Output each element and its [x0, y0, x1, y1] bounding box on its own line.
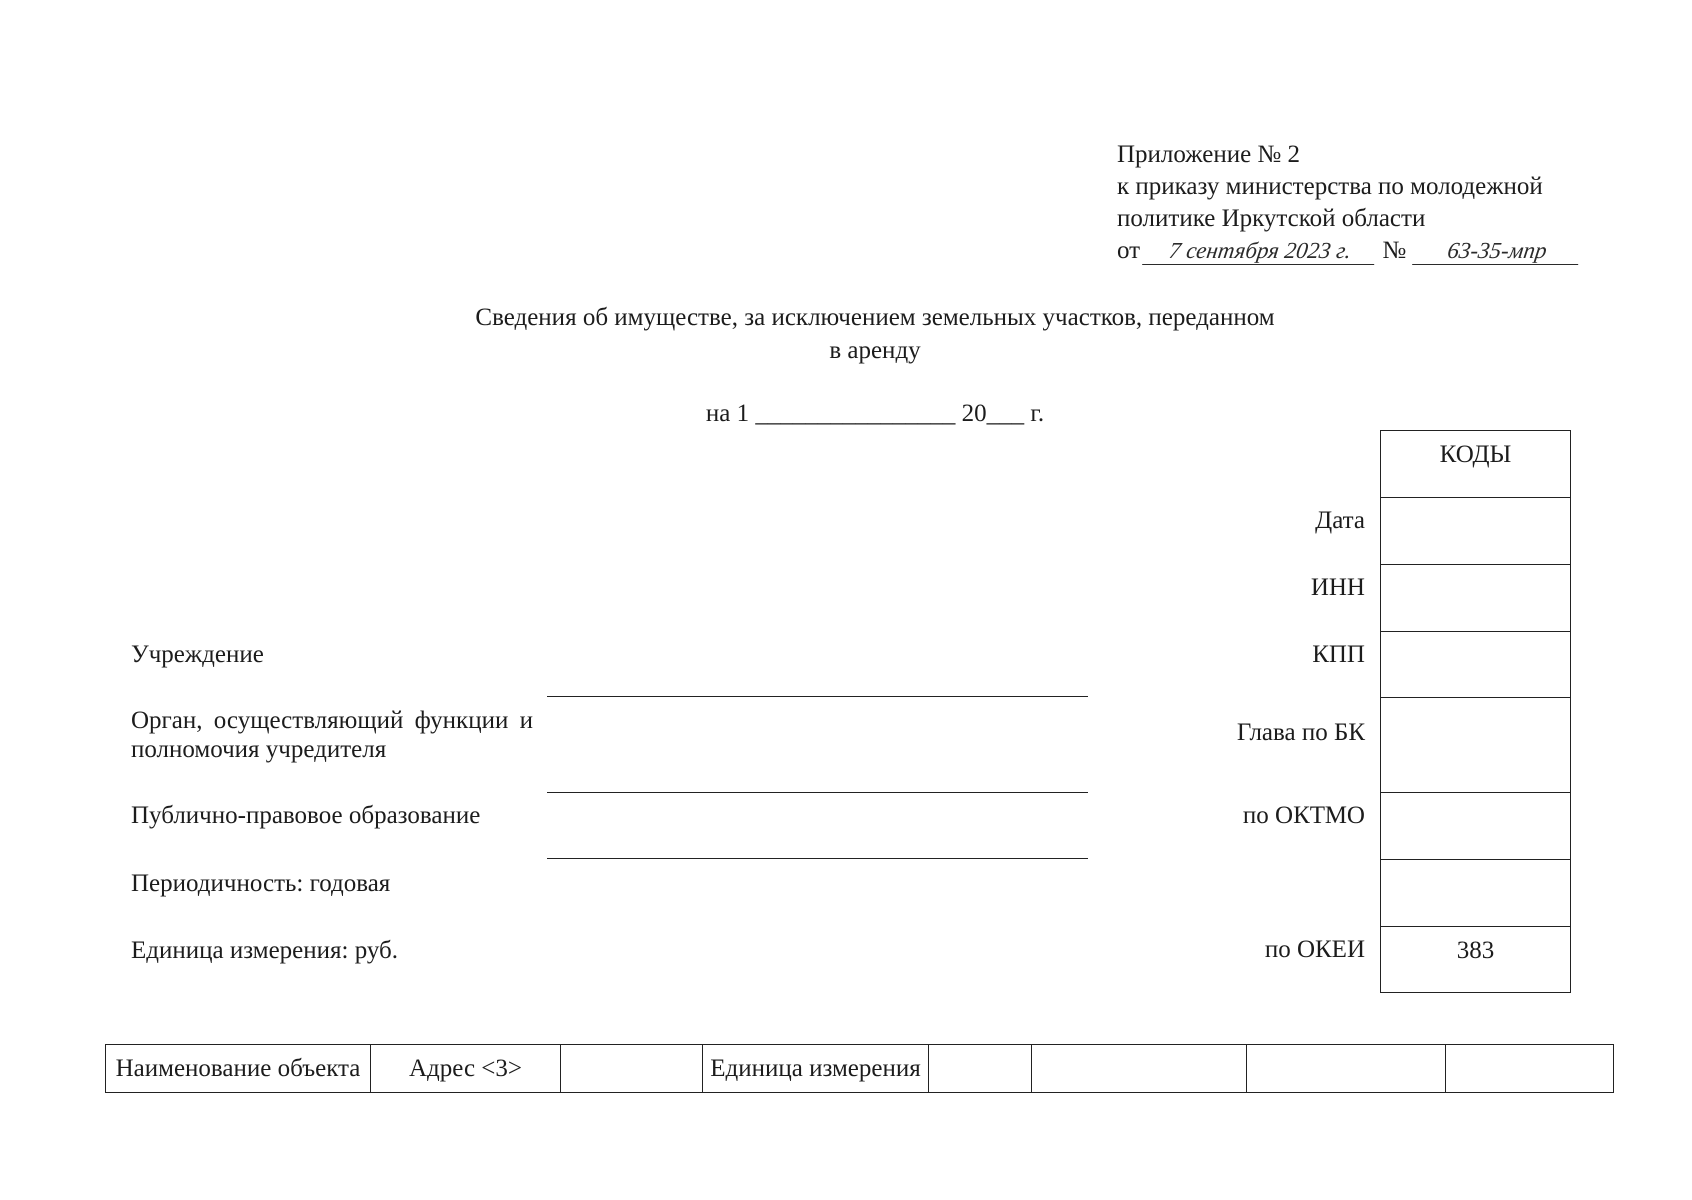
- header-cell-5: [929, 1045, 1032, 1093]
- header-address: Адрес <3>: [371, 1045, 561, 1093]
- codes-header-label: [1100, 430, 1380, 497]
- code-cell-budget-chapter: [1380, 697, 1571, 792]
- code-label-budget-chapter: Глава по БК: [1236, 719, 1365, 746]
- code-label-periodicity: [1100, 859, 1380, 926]
- as-of-date-line: на 1 ________________ 20___ г.: [705, 400, 1045, 427]
- handwritten-date: 7 сентября 2023 г.: [1142, 238, 1378, 265]
- appendix-date-number-line: [1117, 235, 1580, 267]
- codes-row-periodicity: [1100, 859, 1571, 926]
- header-cell-7: [1247, 1045, 1446, 1093]
- code-cell-kpp: [1380, 631, 1571, 697]
- appendix-title: Приложение № 2: [1117, 141, 1301, 168]
- appendix-order-line: к приказу министерства по молодежной: [1117, 173, 1543, 200]
- codes-row-oktmo: [1100, 792, 1571, 859]
- codes-header-row: [1100, 430, 1571, 497]
- codes-row-okei: [1100, 926, 1571, 993]
- codes-row-date: [1100, 497, 1571, 564]
- code-label-date: Дата: [1315, 507, 1365, 534]
- institution-label: Учреждение: [131, 641, 264, 668]
- appendix-block: [1117, 139, 1580, 267]
- institution-value-line: [547, 696, 1088, 697]
- handwritten-order-number: 63-35-мпр: [1412, 238, 1582, 265]
- code-cell-okei: 383: [1380, 926, 1571, 993]
- code-label-okei: по ОКЕИ: [1264, 936, 1365, 963]
- codes-header: КОДЫ: [1380, 430, 1571, 497]
- codes-row-inn: [1100, 564, 1571, 631]
- header-object-name: Наименование объекта: [106, 1045, 371, 1093]
- header-unit: Единица измерения: [703, 1045, 929, 1093]
- header-cell-3: [561, 1045, 703, 1093]
- codes-table: [1100, 430, 1571, 993]
- codes-row-kpp: [1100, 631, 1571, 697]
- code-label-kpp: КПП: [1312, 641, 1365, 668]
- founder-body-label: Орган, осуществляющий функции и полномочия учредителя: [131, 707, 533, 763]
- document-title-line-2: в аренду: [829, 337, 921, 364]
- public-entity-value-line: [547, 858, 1088, 859]
- public-entity-label: Публично-правовое образование: [131, 802, 481, 829]
- unit-label: Единица измерения: руб.: [131, 937, 399, 964]
- code-cell-periodicity: [1380, 859, 1571, 926]
- date-prefix: от: [1117, 237, 1141, 264]
- code-cell-oktmo: [1380, 792, 1571, 859]
- header-cell-8: [1446, 1045, 1614, 1093]
- document-title-line-1: Сведения об имуществе, за исключением земельных участков, переданном: [475, 304, 1275, 331]
- founder-body-value-line: [547, 792, 1088, 793]
- code-cell-inn: [1380, 564, 1571, 631]
- codes-row-budget-chapter: [1100, 697, 1571, 792]
- appendix-ministry-line: политике Иркутской области: [1117, 205, 1426, 232]
- header-cell-6: [1032, 1045, 1247, 1093]
- object-table-header-row: [106, 1045, 1614, 1093]
- code-cell-date: [1380, 497, 1571, 564]
- code-label-inn: ИНН: [1310, 574, 1365, 601]
- number-sign: №: [1382, 237, 1407, 264]
- document-title: [375, 301, 1375, 367]
- code-label-oktmo: по ОКТМО: [1242, 802, 1365, 829]
- object-table: [105, 1044, 1614, 1093]
- periodicity-label: Периодичность: годовая: [131, 870, 391, 897]
